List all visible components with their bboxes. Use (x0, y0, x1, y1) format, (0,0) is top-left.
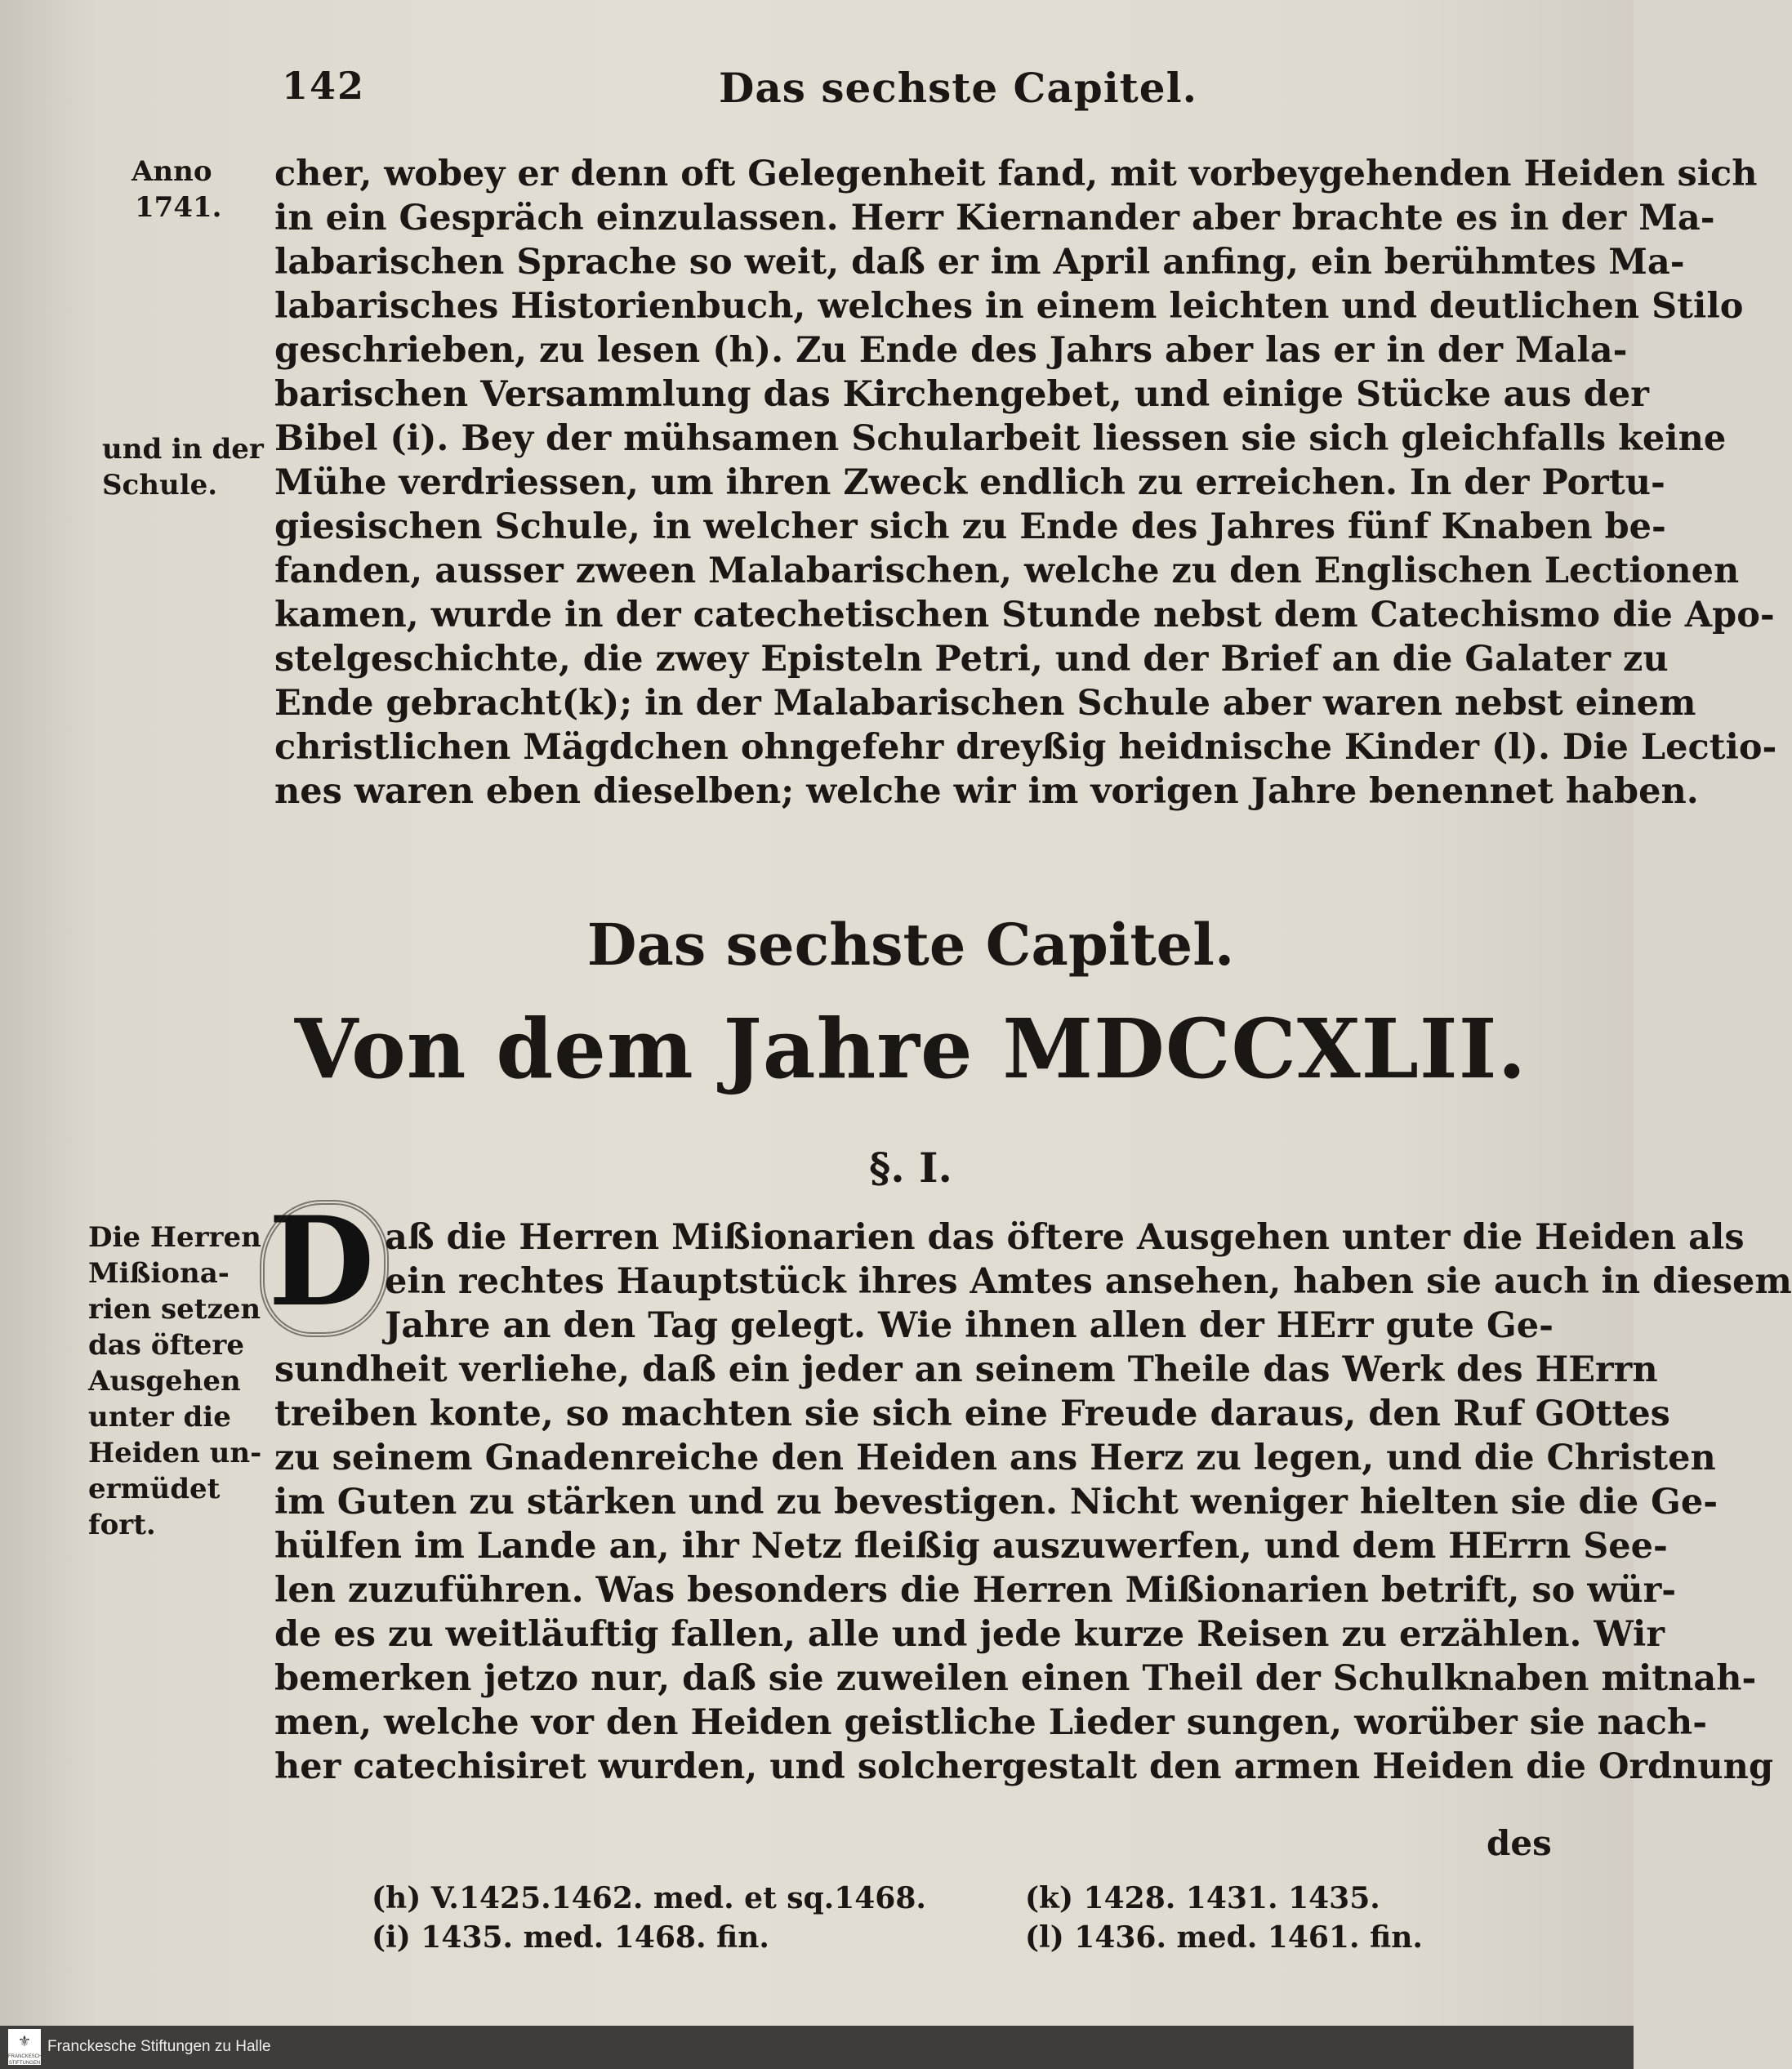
margin-note-line: Die Herren (88, 1221, 261, 1254)
text-line: cher, wobey er denn oft Gelegenheit fand, mit vorbeygehenden Heiden sich (274, 154, 1758, 194)
margin-note-line: Ausgehen (88, 1365, 241, 1398)
page-header (0, 64, 1634, 129)
chapter-title: Das sechste Capitel. (586, 911, 1235, 979)
institution-logo-icon (8, 2029, 46, 2066)
margin-note-line: Heiden un- (88, 1437, 262, 1469)
text-line: len zuzuführen. Was besonders die Herren Mißionarien betrift, so wür- (274, 1570, 1677, 1611)
margin-note-herren (88, 1220, 262, 1543)
text-line: aß die Herren Mißionarien das öftere Ausgehen unter die Heiden als (385, 1217, 1745, 1258)
margin-note-line: fort. (88, 1509, 156, 1541)
text-line: im Guten zu stärken und zu bevestigen. Nicht weniger hielten sie die Ge- (274, 1482, 1718, 1523)
text-line: kamen, wurde in der catechetischen Stunde nebst dem Catechismo die Apo- (274, 595, 1775, 635)
text-line: giesischen Schule, in welcher sich zu Ende des Jahres fünf Knaben be- (274, 506, 1666, 547)
text-line: in ein Gespräch einzulassen. Herr Kiernander aber brachte es in der Ma- (274, 198, 1715, 239)
text-line: bemerken jetzo nur, daß sie zuweilen einen Theil der Schulknaben mitnah- (274, 1658, 1757, 1699)
text-line: Bibel (i). Bey der mühsamen Schularbeit liessen sie sich gleichfalls keine (274, 418, 1727, 459)
footnotes-left (372, 1879, 926, 1957)
margin-note-line: und in der (102, 433, 264, 466)
text-line: sundheit verliehe, daß ein jeder an seinem Theile das Werk des HErrn (274, 1349, 1658, 1390)
margin-note-line: Anno (132, 155, 212, 188)
section-2-text (274, 1215, 1792, 1789)
margin-note-line: unter die (88, 1401, 231, 1434)
text-line: de es zu weitläuftig fallen, alle und jede kurze Reisen zu erzählen. Wir (274, 1614, 1665, 1655)
text-line: men, welche vor den Heiden geistliche Lieder sungen, worüber sie nach- (274, 1702, 1708, 1743)
text-line: ein rechtes Hauptstück ihres Amtes ansehen, haben sie auch in diesem (385, 1261, 1792, 1302)
footnote: (k) 1428. 1431. 1435. (1025, 1881, 1380, 1915)
text-line: christlichen Mägdchen ohngefehr dreyßig heidnische Kinder (l). Die Lectio- (274, 727, 1777, 768)
margin-note-line: das öftere (88, 1329, 244, 1362)
drop-cap-initial: D (266, 1197, 377, 1331)
text-line: labarisches Historienbuch, welches in einem leichten und deutlichen Stilo (274, 286, 1744, 327)
text-line: Mühe verdriessen, um ihren Zweck endlich zu erreichen. In der Portu- (274, 462, 1665, 503)
catchword: des (1487, 1823, 1552, 1863)
text-line: Ende gebracht(k); in der Malabarischen Schule aber waren nebst einem (274, 683, 1696, 724)
section-number: §. I. (869, 1144, 952, 1192)
margin-note-line: 1741. (135, 191, 222, 224)
text-line: nes waren eben dieselben; welche wir im vorigen Jahre benennet haben. (274, 771, 1699, 812)
footnote: (i) 1435. med. 1468. fin. (372, 1920, 769, 1955)
section-1-text (274, 152, 1777, 814)
text-line: zu seinem Gnadenreiche den Heiden ans Herz zu legen, und die Christen (274, 1438, 1716, 1478)
margin-note-anno (127, 154, 241, 225)
text-line: fanden, ausser zween Malabarischen, welche zu den Englischen Lectionen (274, 551, 1740, 591)
page-number: 142 (282, 64, 366, 108)
footnotes-right (1025, 1879, 1423, 1957)
text-line: her catechisiret wurden, und solchergestalt den armen Heiden die Ordnung (274, 1746, 1774, 1787)
text-line: geschrieben, zu lesen (h). Zu Ende des Jahrs aber las er in der Mala- (274, 330, 1628, 371)
footnote: (h) V.1425.1462. med. et sq.1468. (372, 1881, 926, 1915)
running-title: Das sechste Capitel. (719, 64, 1197, 112)
text-line: Jahre an den Tag gelegt. Wie ihnen allen der HErr gute Ge- (385, 1305, 1554, 1346)
chapter-year-title: Von dem Jahre MDCCXLII. (294, 1001, 1527, 1097)
text-line: treiben konte, so machten sie sich eine Freude daraus, den Ruf GOttes (274, 1393, 1670, 1434)
footer-bar (0, 2026, 1634, 2069)
margin-note-line: rien setzen (88, 1293, 261, 1326)
footnote: (l) 1436. med. 1461. fin. (1025, 1920, 1423, 1955)
margin-note-line: Mißiona- (88, 1257, 230, 1290)
logo-symbol: ⚜ (17, 2033, 32, 2049)
margin-note-line: ermüdet (88, 1473, 221, 1505)
text-line: hülfen im Lande an, ihr Netz fleißig auszuwerfen, und dem HErrn See- (274, 1526, 1668, 1567)
text-line: labarischen Sprache so weit, daß er im April anfing, ein berühmtes Ma- (274, 242, 1685, 283)
text-line: stelgeschichte, die zwey Episteln Petri, und der Brief an die Galater zu (274, 639, 1669, 680)
footer-label: Franckesche Stiftungen zu Halle (47, 2038, 271, 2055)
logo-caption: FRANCKESCHE STIFTUNGEN (8, 2054, 46, 2066)
margin-note-line: Schule. (102, 469, 218, 502)
margin-note-schule (102, 431, 265, 503)
text-line: barischen Versammlung das Kirchengebet, und einige Stücke aus der (274, 374, 1649, 415)
